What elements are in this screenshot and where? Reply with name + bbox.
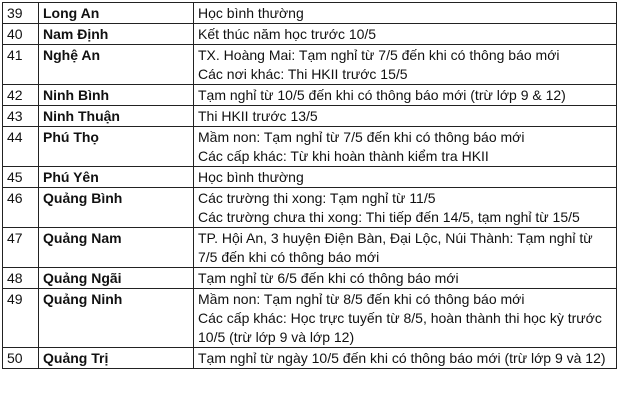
row-number: 41 [3,45,39,85]
table-row [3,45,617,85]
schedule-note [194,3,617,24]
schedule-note [194,228,617,268]
province-name: Ninh Bình [39,85,194,106]
province-name: Phú Yên [39,167,194,188]
province-name: Quảng Ngãi [39,268,194,289]
note-line: Mầm non: Tạm nghỉ từ 8/5 đến khi có thông báo mới [198,291,525,307]
note-line: Tạm nghỉ từ ngày 10/5 đến khi có thông báo mới (trừ lớp 9 và 12) [198,350,606,366]
note-line: Học bình thường [198,169,304,185]
note-line: TP. Hội An, 3 huyện Điện Bàn, Đại Lộc, Núi Thành: Tạm nghỉ từ 7/5 đến khi có thông báo mới [198,230,593,265]
table-row [3,127,617,167]
schedule-note [194,289,617,348]
row-number: 46 [3,188,39,228]
schedule-note [194,167,617,188]
province-name: Quảng Ninh [39,289,194,348]
schedule-note [194,24,617,45]
table-row [3,167,617,188]
note-line: Tạm nghỉ từ 10/5 đến khi có thông báo mới (trừ lớp 9 & 12) [198,87,566,103]
province-name: Long An [39,3,194,24]
province-name: Quảng Trị [39,348,194,369]
table-row [3,3,617,24]
schedule-note [194,85,617,106]
table-row [3,289,617,348]
row-number: 42 [3,85,39,106]
row-number: 48 [3,268,39,289]
row-number: 39 [3,3,39,24]
province-name: Quảng Nam [39,228,194,268]
note-line: Thi HKII trước 13/5 [198,108,318,124]
row-number: 47 [3,228,39,268]
schedule-note [194,127,617,167]
province-name: Quảng Bình [39,188,194,228]
note-line: TX. Hoàng Mai: Tạm nghỉ từ 7/5 đến khi có thông báo mới [198,47,560,63]
schedule-note [194,188,617,228]
note-line: Các trường chưa thi xong: Thi tiếp đến 14/5, tạm nghỉ từ 15/5 [198,209,580,225]
table-row [3,348,617,369]
province-name: Nghệ An [39,45,194,85]
row-number: 45 [3,167,39,188]
table-row [3,268,617,289]
schedule-note [194,106,617,127]
note-line: Các cấp khác: Từ khi hoàn thành kiểm tra HKII [198,148,489,164]
schedule-note [194,268,617,289]
note-line: Mầm non: Tạm nghỉ từ 7/5 đến khi có thông báo mới [198,129,525,145]
province-schedule-table [2,2,617,369]
note-line: Các cấp khác: Học trực tuyến từ 8/5, hoàn thành thi học kỳ trước 10/5 (trừ lớp 9 và lớp 12) [198,310,602,345]
note-line: Các trường thi xong: Tạm nghỉ từ 11/5 [198,190,436,206]
row-number: 40 [3,24,39,45]
table-row [3,106,617,127]
schedule-note [194,348,617,369]
province-name: Ninh Thuận [39,106,194,127]
province-name: Nam Định [39,24,194,45]
table-row [3,85,617,106]
schedule-note [194,45,617,85]
table-row [3,24,617,45]
table-row [3,188,617,228]
row-number: 50 [3,348,39,369]
province-name: Phú Thọ [39,127,194,167]
table-row [3,228,617,268]
row-number: 44 [3,127,39,167]
note-line: Kết thúc năm học trước 10/5 [198,26,377,42]
row-number: 49 [3,289,39,348]
note-line: Học bình thường [198,5,304,21]
row-number: 43 [3,106,39,127]
note-line: Các nơi khác: Thi HKII trước 15/5 [198,66,408,82]
note-line: Tạm nghỉ từ 6/5 đến khi có thông báo mới [198,270,459,286]
